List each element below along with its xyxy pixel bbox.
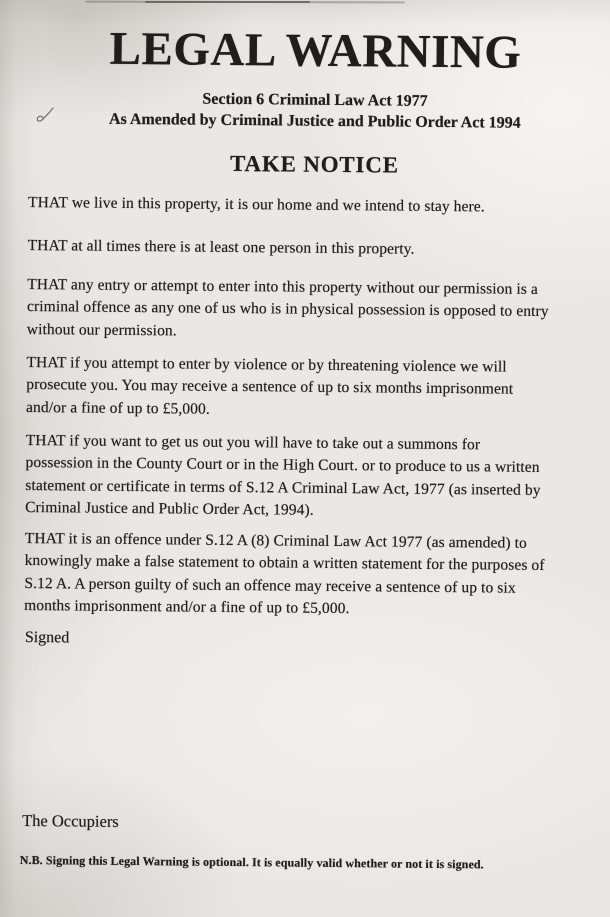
paragraph-line: THAT we live in this property, it is our home and we intend to stay here. (27, 193, 485, 216)
paragraph-line: possession in the County Court or in the High Court. or to produce to us a written (25, 454, 540, 477)
paragraph-line: THAT if you want to get us out you will have to take out a summons for (25, 431, 481, 454)
paragraph-5 (25, 430, 541, 524)
subtitle-line-2: As Amended by Criminal Justice and Public Order Act 1994 (108, 110, 521, 132)
document-title: LEGAL WARNING (109, 22, 522, 79)
paragraph-3 (27, 274, 549, 346)
paragraph-line: knowingly make a false statement to obtain a written statement for the purposes of (24, 552, 545, 575)
footnote-nb: N.B. Signing this Legal Warning is optional. It is equally valid whether or not it is signed. (19, 852, 484, 872)
paragraph-1 (28, 192, 485, 219)
paragraph-line: without our permission. (26, 320, 177, 340)
paragraph-line: months imprisonment and/or a fine of up to £5,000. (24, 596, 350, 617)
signed-label: Signed (24, 628, 70, 647)
paragraph-line: THAT it is an offence under S.12 A (8) Criminal Law Act 1977 (as amended) to (24, 529, 527, 552)
paragraph-line: THAT any entry or attempt to enter into this property without our permission is a (27, 275, 538, 298)
paragraph-line: criminal offence as any one of us who is in physical possession is opposed to entry (26, 298, 549, 321)
paragraph-line: THAT if you attempt to enter by violence or by threatening violence we will (26, 353, 507, 376)
document-subtitle (0, 87, 610, 135)
paragraph-line: prosecute you. You may receive a sentence of up to six months imprisonment (26, 376, 514, 398)
paragraph-line: Criminal Justice and Public Order Act, 1994). (25, 498, 314, 519)
paragraph-6 (24, 528, 545, 622)
paragraph-line: statement or certificate in terms of S.12 A Criminal Law Act, 1977 (as inserted by (25, 476, 541, 499)
paragraph-line: and/or a fine of up to £5,000. (26, 398, 210, 418)
section-heading: TAKE NOTICE (229, 150, 399, 178)
paragraph-line: THAT at all times there is at least one person in this property. (27, 236, 415, 258)
paragraph-4 (26, 352, 514, 424)
paragraph-2 (28, 235, 415, 261)
paragraph-line: S.12 A. A person guilty of such an offence may receive a sentence of up to six (24, 574, 516, 597)
occupiers-label: The Occupiers (22, 810, 119, 831)
subtitle-line-1: Section 6 Criminal Law Act 1977 (202, 90, 428, 110)
